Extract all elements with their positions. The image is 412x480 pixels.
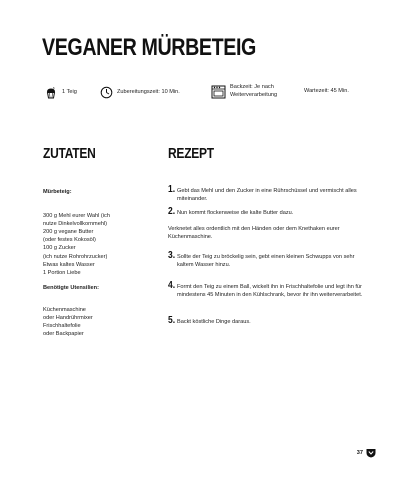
list-item: (oder festes Kokosöl): [43, 237, 96, 244]
list-item: (ich nutze Rohrohrzucker): [43, 253, 108, 260]
page-title: VEGANER MÜRBETEIG: [42, 34, 256, 61]
list-item: 100 g Zucker: [43, 245, 76, 252]
list-item: nutze Dinkelvollkornmehl): [43, 221, 108, 228]
tools-heading: Benötigte Utensilien:: [43, 285, 99, 291]
meta-wait-time: [304, 88, 349, 96]
list-item: Etwas kaltes Wasser: [43, 261, 95, 268]
recipe-step-3: [168, 251, 368, 269]
meta-bake-time: [211, 84, 294, 99]
clock-icon: [100, 86, 113, 99]
dough-list: [43, 212, 110, 277]
recipe-heading: REZEPT: [168, 145, 214, 162]
servings-text: 1 Teig: [62, 89, 77, 96]
shield-logo-icon: [366, 448, 376, 458]
prep-time-text: Zubereitungszeit: 10 Min.: [117, 88, 180, 95]
list-item: oder Handrührmixer: [43, 315, 93, 322]
list-item: oder Backpapier: [43, 331, 84, 338]
step-number: 2.: [168, 206, 176, 217]
oven-icon: [211, 85, 226, 99]
dough-heading: Mürbeteig:: [43, 189, 72, 195]
list-item: Frischhaltefolie: [43, 323, 81, 330]
recipe-step-1: [168, 185, 368, 203]
recipe-step-2: [168, 207, 368, 217]
meta-prep-time: [100, 86, 180, 99]
step-number: 4.: [168, 280, 176, 291]
step-text: Nun kommt flockenweise die kalte Butter dazu.: [177, 210, 294, 216]
wait-time-text: Wartezeit: 45 Min.: [304, 88, 349, 94]
step-number: 5.: [168, 315, 176, 326]
recipe-step-4: [168, 281, 368, 299]
list-item: 1 Portion Liebe: [43, 269, 81, 276]
list-item: 200 g vegane Butter: [43, 229, 94, 236]
step-text: Sollte der Teig zu bröckelig sein, gebt einen kleinen Schwupps von sehr kaltem Wasser hinzu.: [177, 254, 355, 269]
step-text: Formt den Teig zu einem Ball, wickelt ihn in Frischhaltefolie und legt ihn für mindestens 45 Minuten in den Kühlschrank, bevor ihr ihn weiterverarbeitet.: [177, 284, 363, 299]
step-text: Gebt das Mehl und den Zucker in eine Rührschüssel und vermischt alles miteinander.: [177, 188, 357, 203]
recipe-step-5: [168, 316, 368, 326]
bake-time-text: Backzeit: Je nach Weiterverarbeitung: [230, 84, 278, 98]
tools-list: [43, 306, 93, 338]
cupcake-icon: [44, 86, 58, 100]
ingredients-heading: ZUTATEN: [43, 145, 96, 162]
meta-servings: [44, 86, 77, 100]
step-number: 1.: [168, 184, 176, 195]
list-item: Küchenmaschine: [43, 307, 86, 313]
step-number: 3.: [168, 250, 176, 261]
page-number: 37: [356, 450, 363, 456]
list-item: 300 g Mehl eurer Wahl (ich: [43, 213, 110, 219]
step-text: Backt köstliche Dinge daraus.: [177, 319, 251, 325]
page-footer: [357, 448, 376, 458]
step-2-note: Verknetet alles ordentlich mit den Händen oder dem Knethaken eurer Küchenmaschine.: [168, 226, 340, 241]
